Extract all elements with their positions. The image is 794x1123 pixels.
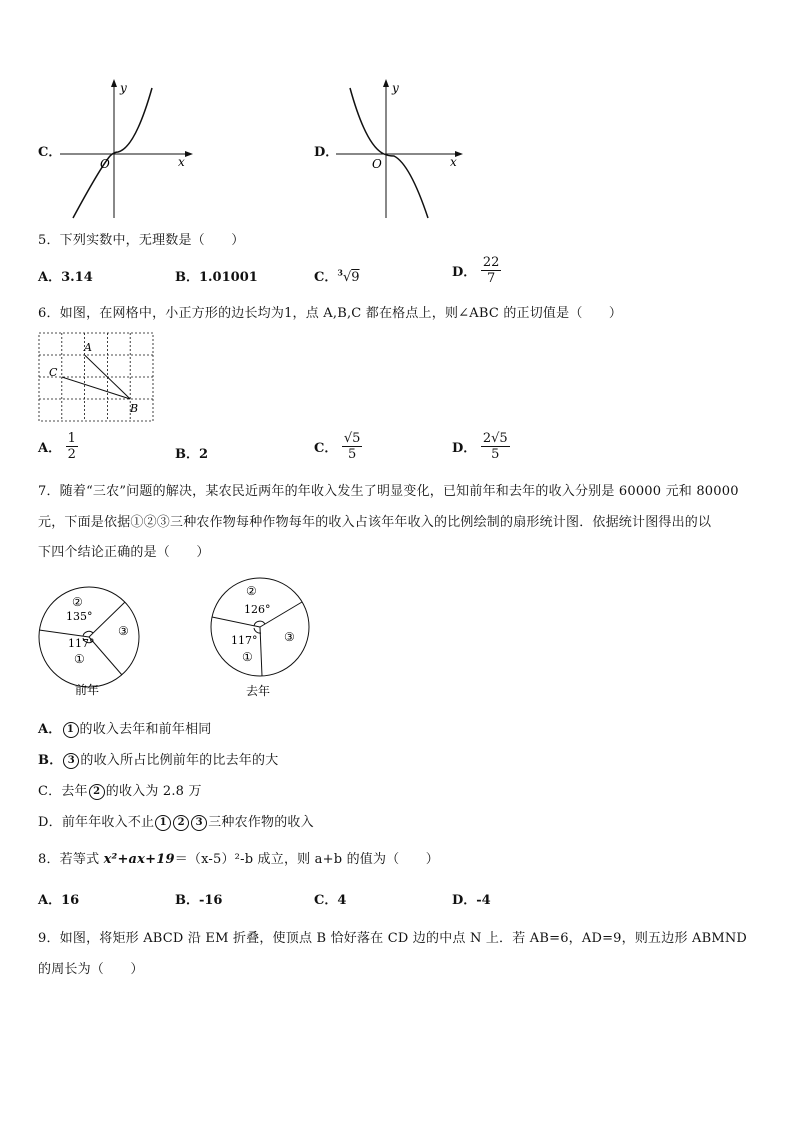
option-c-label: C．	[38, 145, 62, 160]
numerator: 2√5	[482, 431, 508, 446]
q6-option-d-label: D．	[452, 441, 477, 456]
angle-117-label: 117°	[231, 634, 258, 647]
q5-option-b: B．1.01001	[175, 270, 258, 285]
pie-chart-previous-year	[34, 583, 144, 709]
option-d-label: D．	[314, 145, 339, 160]
circled-number: 3	[191, 815, 207, 831]
sector-2-label: ②	[72, 595, 83, 609]
graph-d	[336, 78, 466, 220]
question-9-line-2: 的周长为（ ）	[38, 962, 144, 977]
q5-option-d	[452, 255, 501, 286]
question-6-stem: 6．如图，在网格中，小正方形的边长均为1，点 A,B,C 都在格点上，则∠ABC 的正切值是（ ）	[38, 306, 623, 321]
pie-caption: 去年	[246, 684, 271, 698]
circled-number: 1	[155, 815, 171, 831]
q5-option-a: A．3.14	[38, 270, 93, 285]
numerator: 22	[482, 255, 500, 270]
sector-3-label: ③	[284, 630, 295, 644]
q8-option-d: D．-4	[452, 893, 491, 908]
fraction-2sqrt5-5	[481, 431, 510, 462]
sector-1-label: ①	[74, 652, 85, 666]
option-text: 的收入所占比例前年的比去年的大	[80, 753, 279, 768]
option-prefix: D．前年年收入不止	[38, 815, 155, 830]
option-prefix: C．去年	[38, 784, 88, 799]
point-b-label: B	[130, 402, 139, 415]
q7-option-d	[38, 811, 314, 831]
question-7-line-2: 元，下面是依据①②③三种农作物每种作物每年的收入占该年年收入的比例绘制的扇形统计图．依据统计图得出的以	[38, 515, 712, 530]
question-9-line-1: 9．如图，将矩形 ABCD 沿 EM 折叠，使顶点 B 恰好落在 CD 边的中点 N 上．若 AB=6，AD=9，则五边形 ABMND	[38, 931, 748, 946]
option-text: 三种农作物的收入	[208, 815, 314, 830]
denominator: 7	[486, 271, 496, 286]
numerator: √5	[343, 431, 361, 446]
q6-option-a	[38, 431, 78, 462]
sector-1-label: ①	[242, 650, 253, 664]
angle-135-label: 135°	[66, 610, 93, 623]
option-text: 的收入为 2.8 万	[105, 784, 202, 799]
q5-option-d-label: D．	[452, 265, 477, 280]
x-axis-label: x	[450, 155, 457, 169]
sector-2-label: ②	[246, 584, 257, 598]
q6-option-c-label: C．	[314, 441, 338, 456]
question-8-stem	[38, 848, 439, 867]
q6-option-d	[452, 431, 510, 462]
graph-c	[60, 78, 195, 220]
stem-part: 8．若等式	[38, 852, 104, 867]
sector-3-label: ③	[118, 624, 129, 638]
q6-option-a-label: A．	[38, 441, 62, 456]
option-prefix: B．	[38, 753, 63, 768]
pie-chart-last-year	[206, 571, 316, 701]
q7-option-b	[38, 749, 278, 769]
q5-option-c: C．$^3$√9	[314, 267, 360, 285]
pie-caption: 前年	[75, 683, 100, 697]
point-a-label: A	[84, 341, 92, 354]
origin-label: O	[100, 157, 110, 171]
q8-option-c: C．4	[314, 893, 347, 908]
fraction-1-2	[66, 431, 78, 462]
point-c-label: C	[49, 366, 58, 379]
denominator: 5	[348, 447, 357, 462]
q6-option-b: B．2	[175, 447, 209, 462]
q8-option-a: A．16	[38, 893, 80, 908]
question-7-line-3: 下四个结论正确的是（ ）	[38, 545, 210, 560]
angle-117-label: 117°	[68, 637, 95, 650]
stem-part: ＝（x-5）²-b 成立，则 a+b 的值为（ ）	[174, 852, 439, 867]
circled-number: 3	[63, 753, 79, 769]
grid-figure	[36, 330, 158, 425]
equation-left: x²+ax+19	[103, 852, 175, 867]
denominator: 5	[491, 447, 500, 462]
q7-option-c	[38, 780, 202, 800]
cube-root-index: 3	[337, 267, 343, 278]
option-text: 的收入去年和前年相同	[79, 722, 212, 737]
circled-number: 2	[173, 815, 189, 831]
fraction-sqrt5-5	[342, 431, 363, 462]
question-7-line-1: 7．随着“三农”问题的解决，某农民近两年的年收入发生了明显变化，已知前年和去年的收入分别是 60000 元和 80000	[38, 484, 739, 499]
fraction-22-7	[481, 255, 502, 286]
option-prefix: A．	[38, 722, 62, 737]
q6-option-c	[314, 431, 362, 462]
question-5-stem: 5．下列实数中，无理数是（ ）	[38, 233, 245, 248]
numerator: 1	[67, 431, 76, 446]
y-axis-label: y	[392, 81, 399, 95]
cube-root-radicand: 9	[351, 270, 360, 285]
denominator: 2	[67, 447, 76, 462]
angle-126-label: 126°	[244, 603, 271, 616]
q8-option-b: B．-16	[175, 893, 223, 908]
circled-number: 1	[63, 722, 79, 738]
y-axis-label: y	[120, 81, 127, 95]
origin-label: O	[372, 157, 382, 171]
q7-option-a	[38, 718, 212, 738]
x-axis-label: x	[178, 155, 185, 169]
q5-option-c-label: C．	[314, 270, 338, 285]
circled-number: 2	[89, 784, 105, 800]
